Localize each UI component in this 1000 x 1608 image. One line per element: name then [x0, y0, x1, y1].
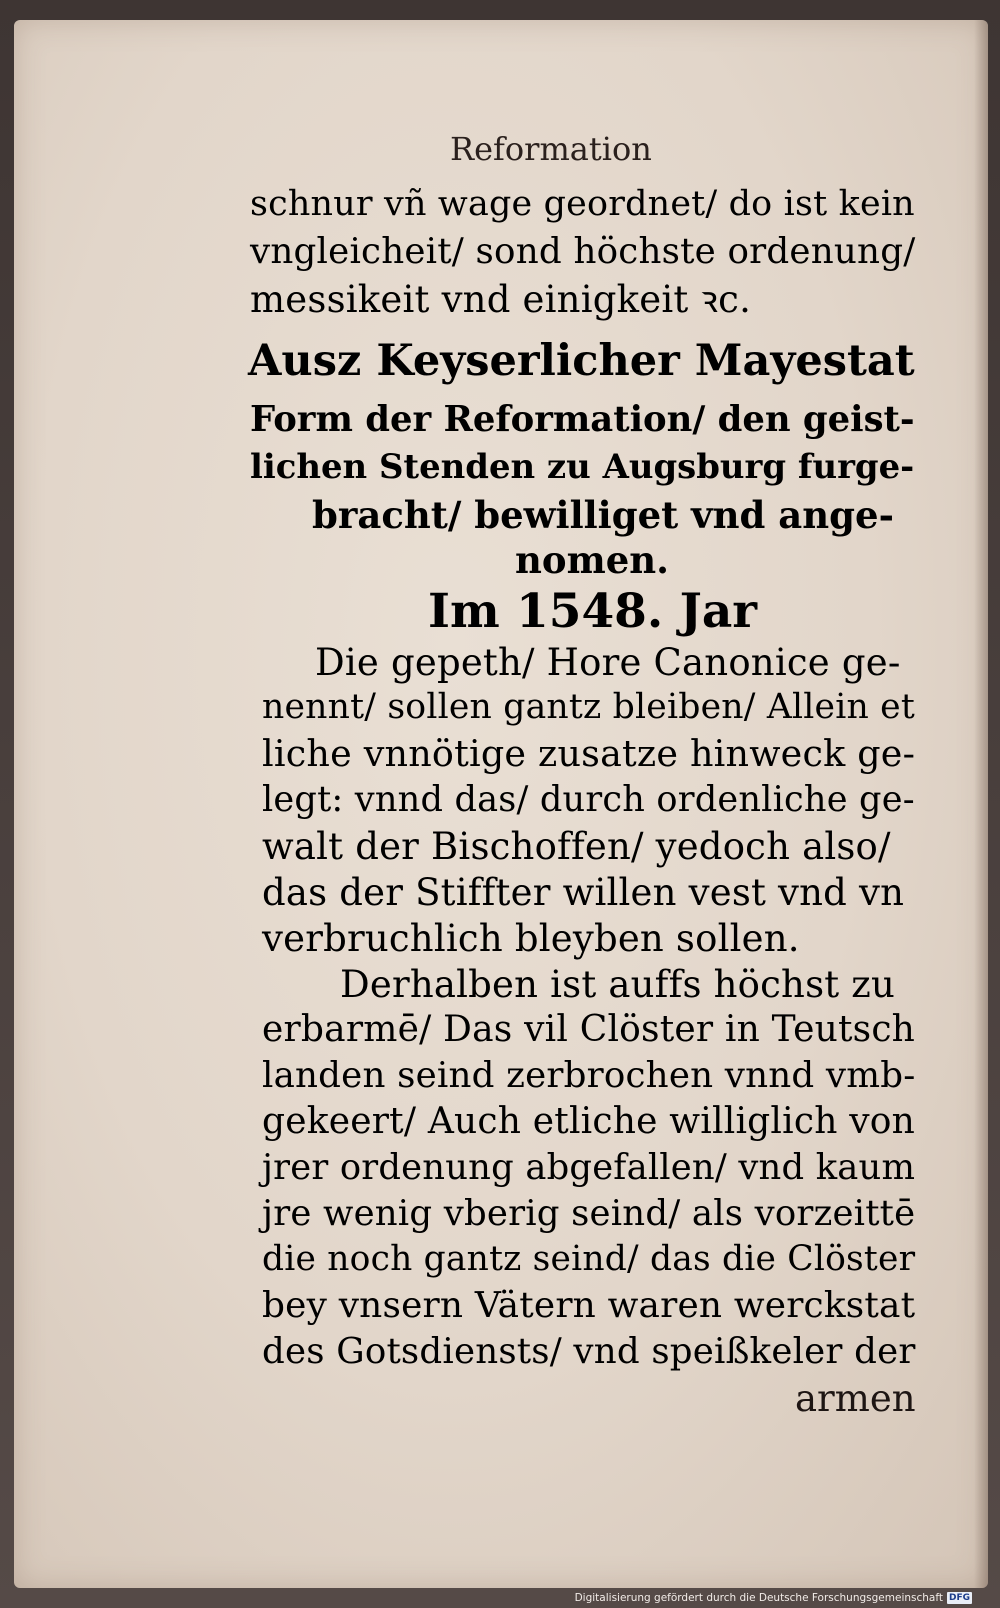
heading-line: nomen.	[515, 538, 670, 582]
heading-line: lichen Stenden zu Augsburg furge-	[250, 446, 915, 486]
heading-title: Ausz Keyserlicher Mayestat	[248, 336, 915, 386]
text-line: walt der Bischoffen/ yedoch also/	[262, 825, 891, 868]
digitization-credit	[575, 1590, 972, 1606]
heading-line: bracht/ bewilliget vnd ange-	[312, 493, 894, 537]
heading-year: Im 1548. Jar	[428, 584, 758, 639]
text-line: erbarmē/ Das vil Clöster in Teutsch	[262, 1009, 916, 1050]
text-line: gekeert/ Auch etliche williglich von	[262, 1101, 916, 1142]
text-line: nennt/ sollen gantz bleiben/ Allein et	[262, 687, 915, 727]
text-line: jre wenig vberig seind/ als vorzeittē	[262, 1193, 916, 1234]
credit-text: Digitalisierung gefördert durch die Deutsche Forschungsgemeinschaft	[574, 1592, 943, 1604]
text-line: verbruchlich bleyben sollen.	[262, 917, 800, 960]
text-line: jrer ordenung abgefallen/ vnd kaum	[262, 1147, 916, 1188]
text-line: Die gepeth/ Hore Canonice ge-	[315, 641, 901, 684]
text-line: messikeit vnd einigkeit ꝛc.	[250, 278, 752, 321]
text-line: landen seind zerbrochen vnnd vmb-	[262, 1055, 916, 1096]
heading-line: Form der Reformation/ den geist-	[250, 399, 915, 440]
page-edge-shadow	[974, 20, 988, 1588]
text-line: vngleicheit/ sond höchste ordenung/	[250, 231, 916, 272]
text-line: des Gotsdiensts/ vnd speißkeler der	[262, 1331, 916, 1372]
text-line: die noch gantz seind/ das die Clöster	[262, 1239, 916, 1279]
text-line: legt: vnnd das/ durch ordenliche ge-	[262, 779, 915, 820]
text-line: Derhalben ist auffs höchst zu	[340, 963, 896, 1006]
text-line: bey vnsern Vätern waren werckstat	[262, 1285, 916, 1326]
dfg-logo: DFG	[948, 1593, 970, 1603]
text-line: schnur vñ wage geordnet/ do ist kein	[250, 184, 915, 224]
catchword: armen	[795, 1377, 916, 1420]
text-line: liche vnnötige zusatze hinweck ge-	[262, 732, 916, 775]
running-head: Reformation	[450, 130, 652, 168]
text-line: das der Stiffter willen vest vnd vn	[262, 871, 905, 914]
